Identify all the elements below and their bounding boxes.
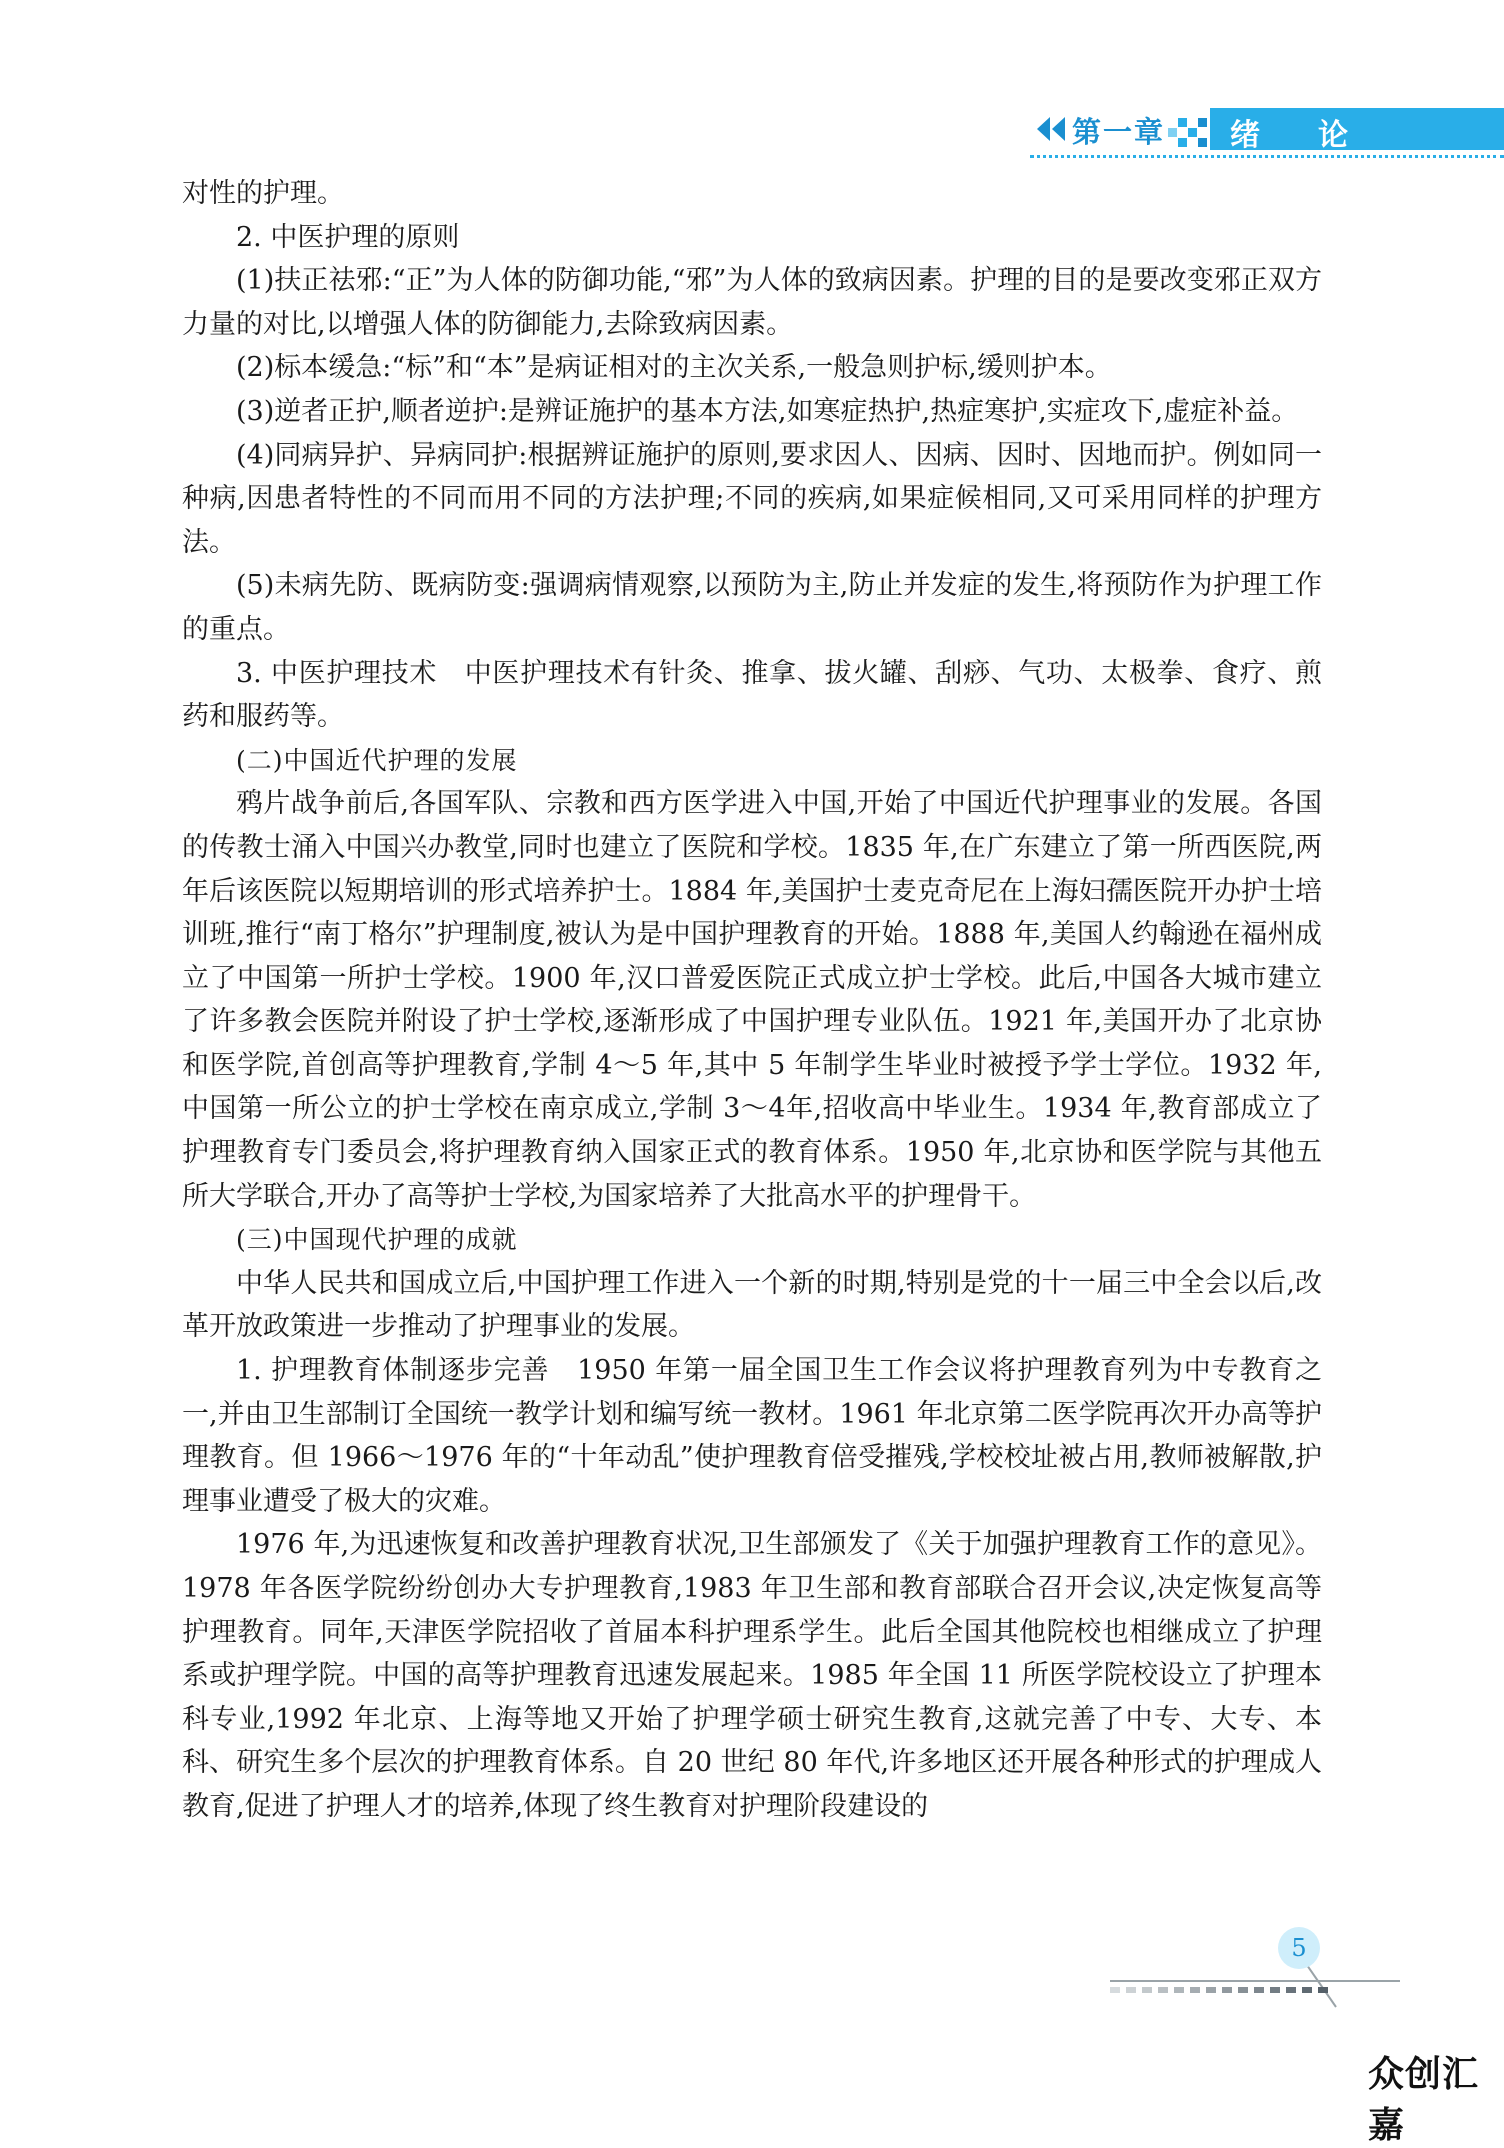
paragraph: 3. 中医护理技术 中医护理技术有针灸、推拿、拔火罐、刮痧、气功、太极拳、食疗、煎药和服药等。 [182,657,1322,733]
page-number: 5 [1291,1934,1307,1962]
paragraph: (2)标本缓急:“标”和“本”是病证相对的主次关系,一般急则护标,缓则护本。 [236,352,1112,384]
paragraph: 鸦片战争前后,各国军队、宗教和西方医学进入中国,开始了中国近代护理事业的发展。各国的传教士涌入中国兴办教堂,同时也建立了医院和学校。1835 年,在广东建立了第一所西医院,两年后该医院以短期培训的形式培养护士。1884 年,美国护士麦克奇尼在上海妇孺医院开办护士培训班,推行“南丁格尔”护理制度,被认为是中国护理教育的开始。1888 年,美国人约翰逊在福州成立了中国第一所护士学校。1900 年,汉口普爱医院正式成立护士学校。此后,中国各大城市建立了许多教会医院并附设了护士学校,逐渐形成了中国护理专业队伍。1921 年,美国开办了北京协和医学院,首创高等护理教育,学制 4～5 年,其中 5 年制学生毕业时被授予学士学位。1932 年,中国第一所公立的护士学校在南京成立,学制 3～4年,招收高中毕业生。1934 年,教育部成立了护理教育专门委员会,将护理教育纳入国家正式的教育体系。1950 年,北京协和医学院与其他五所大学联合,开办了高等护士学校,为国家培养了大批高水平的护理骨干。 [182,788,1322,1212]
header-dotted-rule [1030,155,1504,158]
paragraph: 1. 护理教育体制逐步完善 1950 年第一届全国卫生工作会议将护理教育列为中专教育之一,并由卫生部制订全国统一教学计划和编写统一教材。1961 年北京第二医学院再次开办高等护理教育。但 1966～1976 年的“十年动乱”使护理教育倍受摧残,学校校址被占用,教师被解散,护理事业遭受了极大的灾难。 [182,1355,1322,1517]
paragraph: (5)未病先防、既病防变:强调病情观察,以预防为主,防止并发症的发生,将预防作为护理工作的重点。 [182,570,1322,645]
watermark-text: 众创汇嘉 [1368,2054,1480,2146]
chapter-label: 第一章 [1072,115,1166,149]
section-heading: 2. 中医护理的原则 [236,221,460,253]
footer-decoration-icon [1100,1955,1400,2015]
checker-decoration-icon [1168,118,1216,148]
chapter-title: 绪论 [1230,118,1406,153]
double-left-arrow-icon [1034,114,1068,144]
subsection-heading: (三)中国现代护理的成就 [236,1225,518,1255]
running-header [1030,108,1504,152]
page-body [182,172,1322,1829]
paragraph: (1)扶正祛邪:“正”为人体的防御功能,“邪”为人体的致病因素。护理的目的是要改变邪正双方力量的对比,以增强人体的防御能力,去除致病因素。 [182,265,1322,340]
paragraph: 对性的护理。 [182,178,344,209]
paragraph: (3)逆者正护,顺者逆护:是辨证施护的基本方法,如寒症热护,热症寒护,实症攻下,虚症补益。 [236,395,1299,427]
paragraph: 中华人民共和国成立后,中国护理工作进入一个新的时期,特别是党的十一届三中全会以后,改革开放政策进一步推动了护理事业的发展。 [182,1267,1322,1343]
paragraph: (4)同病异护、异病同护:根据辨证施护的原则,要求因人、因病、因时、因地而护。例如同一种病,因患者特性的不同而用不同的方法护理;不同的疾病,如果症候相同,又可采用同样的护理方法。 [182,439,1322,558]
subsection-heading: (二)中国近代护理的发展 [236,745,518,775]
paragraph: 1976 年,为迅速恢复和改善护理教育状况,卫生部颁发了《关于加强护理教育工作的意见》。1978 年各医学院纷纷创办大专护理教育,1983 年卫生部和教育部联合召开会议,决定恢复高等护理教育。同年,天津医学院招收了首届本科护理系学生。此后全国其他院校也相继成立了护理系或护理学院。中国的高等护理教育迅速发展起来。1985 年全国 11 所医学院校设立了护理本科专业,1992 年北京、上海等地又开始了护理学硕士研究生教育,这就完善了中专、大专、本科、研究生多个层次的护理教育体系。自 20 世纪 80 年代,许多地区还开展各种形式的护理成人教育,促进了护理人才的培养,体现了终生教育对护理阶段建设的 [182,1529,1322,1822]
